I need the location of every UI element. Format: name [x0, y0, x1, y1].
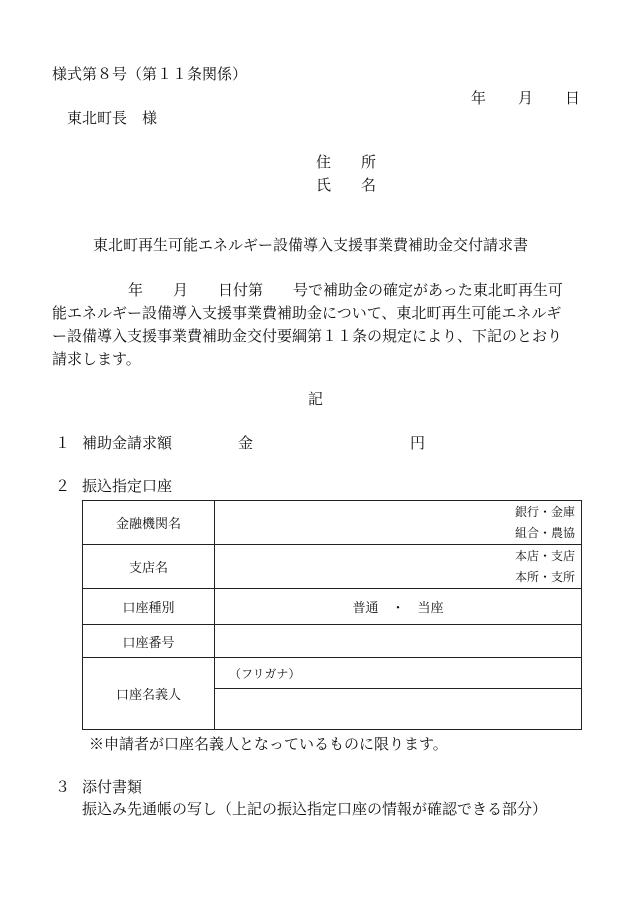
- name-label: 氏 名: [316, 176, 377, 194]
- date-day: 日: [565, 89, 581, 107]
- addressee: 東北町長 様: [67, 109, 158, 127]
- bank-name-row: [83, 501, 582, 545]
- date-year: 年: [471, 89, 487, 107]
- branch-cell[interactable]: [215, 545, 582, 589]
- section2-number: ２: [55, 477, 71, 495]
- section3-label: 添付書類: [82, 778, 143, 796]
- bank-type-line2: 組合・農協: [514, 525, 575, 540]
- bank-type-line1: 銀行・金庫: [514, 504, 575, 519]
- account-type-label: 口座種別: [83, 589, 215, 625]
- account-number-row: [83, 625, 582, 658]
- section3-detail: 振込み先通帳の写し（上記の振込指定口座の情報が確認できる部分）: [82, 800, 548, 818]
- ki-heading: 記: [308, 390, 324, 408]
- bank-name-cell[interactable]: [215, 501, 582, 545]
- body-line-3: ー設備導入支援事業費補助金交付要綱第１１条の規定により、下記のとおり: [52, 327, 563, 345]
- account-table: [82, 500, 582, 730]
- branch-type-line1: 本店・支店: [514, 548, 575, 563]
- branch-row: [83, 545, 582, 589]
- body-line-1: 年 月 日付第 号で補助金の確定があった東北町再生可: [128, 281, 563, 299]
- account-note: ※申請者が口座名義人となっているものに限ります。: [89, 735, 448, 753]
- bank-name-label: 金融機関名: [83, 501, 215, 545]
- branch-label: 支店名: [83, 545, 215, 589]
- account-holder-label: 口座名義人: [83, 658, 215, 730]
- furigana-label[interactable]: （フリガナ）: [215, 658, 582, 689]
- document-title: 東北町再生可能エネルギー設備導入支援事業費補助金交付請求書: [93, 236, 529, 254]
- account-type-value[interactable]: 普通 ・ 当座: [215, 589, 582, 625]
- account-number-cell[interactable]: [215, 625, 582, 658]
- body-line-4: 請求します。: [52, 350, 141, 368]
- furigana-row: [83, 658, 582, 689]
- section3-number: ３: [55, 778, 71, 796]
- account-holder-cell[interactable]: [215, 689, 582, 730]
- section2-label: 振込指定口座: [82, 477, 173, 495]
- section1-kin: 金: [238, 434, 254, 452]
- section1-number: １: [55, 434, 71, 452]
- section1-yen: 円: [410, 434, 426, 452]
- form-number: 様式第８号（第１１条関係）: [52, 65, 248, 83]
- account-type-row: [83, 589, 582, 625]
- account-number-label: 口座番号: [83, 625, 215, 658]
- section1-label: 補助金請求額: [82, 434, 173, 452]
- branch-type-line2: 本所・支所: [514, 569, 575, 584]
- date-month: 月: [518, 89, 534, 107]
- address-label: 住 所: [316, 153, 377, 171]
- body-line-2: 能エネルギー設備導入支援事業費補助金について、東北町再生可能エネルギ: [52, 304, 562, 322]
